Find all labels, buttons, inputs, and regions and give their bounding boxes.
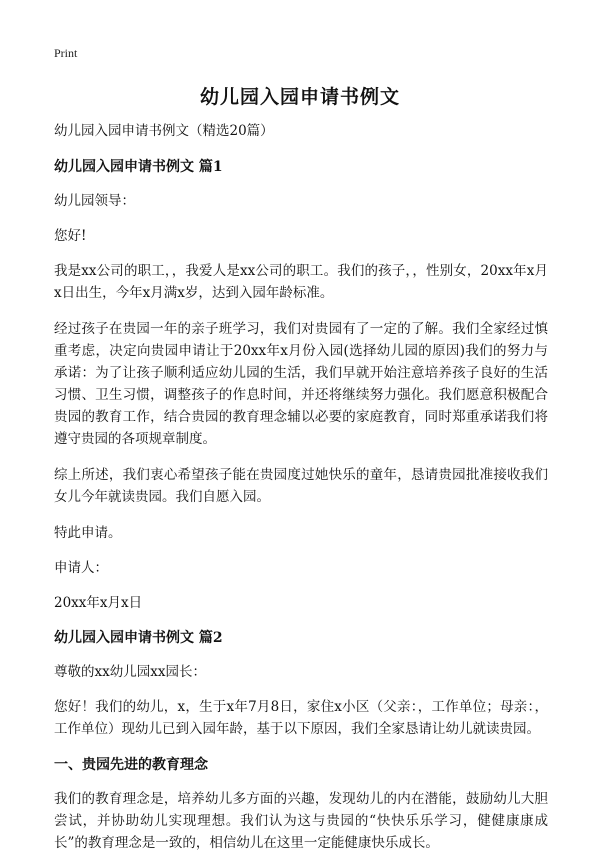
section1-applicant: 申请人： (54, 560, 108, 576)
section2-paragraph-2: 我们的教育理念是，培养幼儿多方面的兴趣，发现幼儿的内在潜能，鼓励幼儿大胆尝试，并协助幼儿实现理想。我们认为这与贵园的“快快乐乐学习，健健康康成长”的教育理念是一致的，相信幼儿在这里一定能健康快乐成长。 (54, 791, 548, 851)
section2-heading: 幼儿园入园申请书例文 篇2 (54, 630, 223, 646)
section1-salutation: 幼儿园领导： (54, 193, 135, 209)
section1-paragraph-1: 我是xx公司的职工，，我爱人是xx公司的职工。我们的孩子，，性别女，20xx年x月x日出生，今年x月满x岁，达到入园年龄标准。 (54, 263, 548, 301)
section1-paragraph-2: 经过孩子在贵园一年的亲子班学习，我们对贵园有了一定的了解。我们全家经过慎重考虑，决定向贵园申请让于20xx年x月份入园(选择幼儿园的原因)我们的努力与承诺：为了让孩子顺利适应幼儿园的生活，我们早就开始注意培养孩子良好的生活习惯、卫生习惯，调整孩子的作息时间，并还将继续努力强化。我们愿意积极配合贵园的教育工作，结合贵园的教育理念辅以必要的家庭教育，同时郑重承诺我们将遵守贵园的各项规章制度。 (54, 321, 548, 447)
document-subtitle: 幼儿园入园申请书例文（精选20篇） (54, 123, 274, 139)
document-title: 幼儿园入园申请书例文 (199, 86, 400, 108)
document-body (54, 120, 548, 868)
section1-greeting: 您好! (54, 228, 87, 244)
print-label: Print (54, 46, 78, 60)
section2-subheading: 一、贵园先进的教育理念 (54, 757, 208, 773)
section1-paragraph-3: 综上所述，我们衷心希望孩子能在贵园度过她快乐的童年，恳请贵园批准接收我们女儿今年就读贵园。我们自愿入园。 (54, 467, 548, 505)
section2-paragraph-1: 您好！我们的幼儿，x，生于x年7月8日，家住x小区（父亲：，工作单位；母亲：，工作单位）现幼儿已到入园年龄，基于以下原因，我们全家恳请让幼儿就读贵园。 (54, 699, 548, 737)
section1-closing: 特此申请。 (54, 525, 122, 541)
section1-date: 20xx年x月x日 (54, 595, 143, 611)
section2-salutation: 尊敬的xx幼儿园xx园长： (54, 664, 206, 680)
section1-heading: 幼儿园入园申请书例文 篇1 (54, 159, 223, 175)
